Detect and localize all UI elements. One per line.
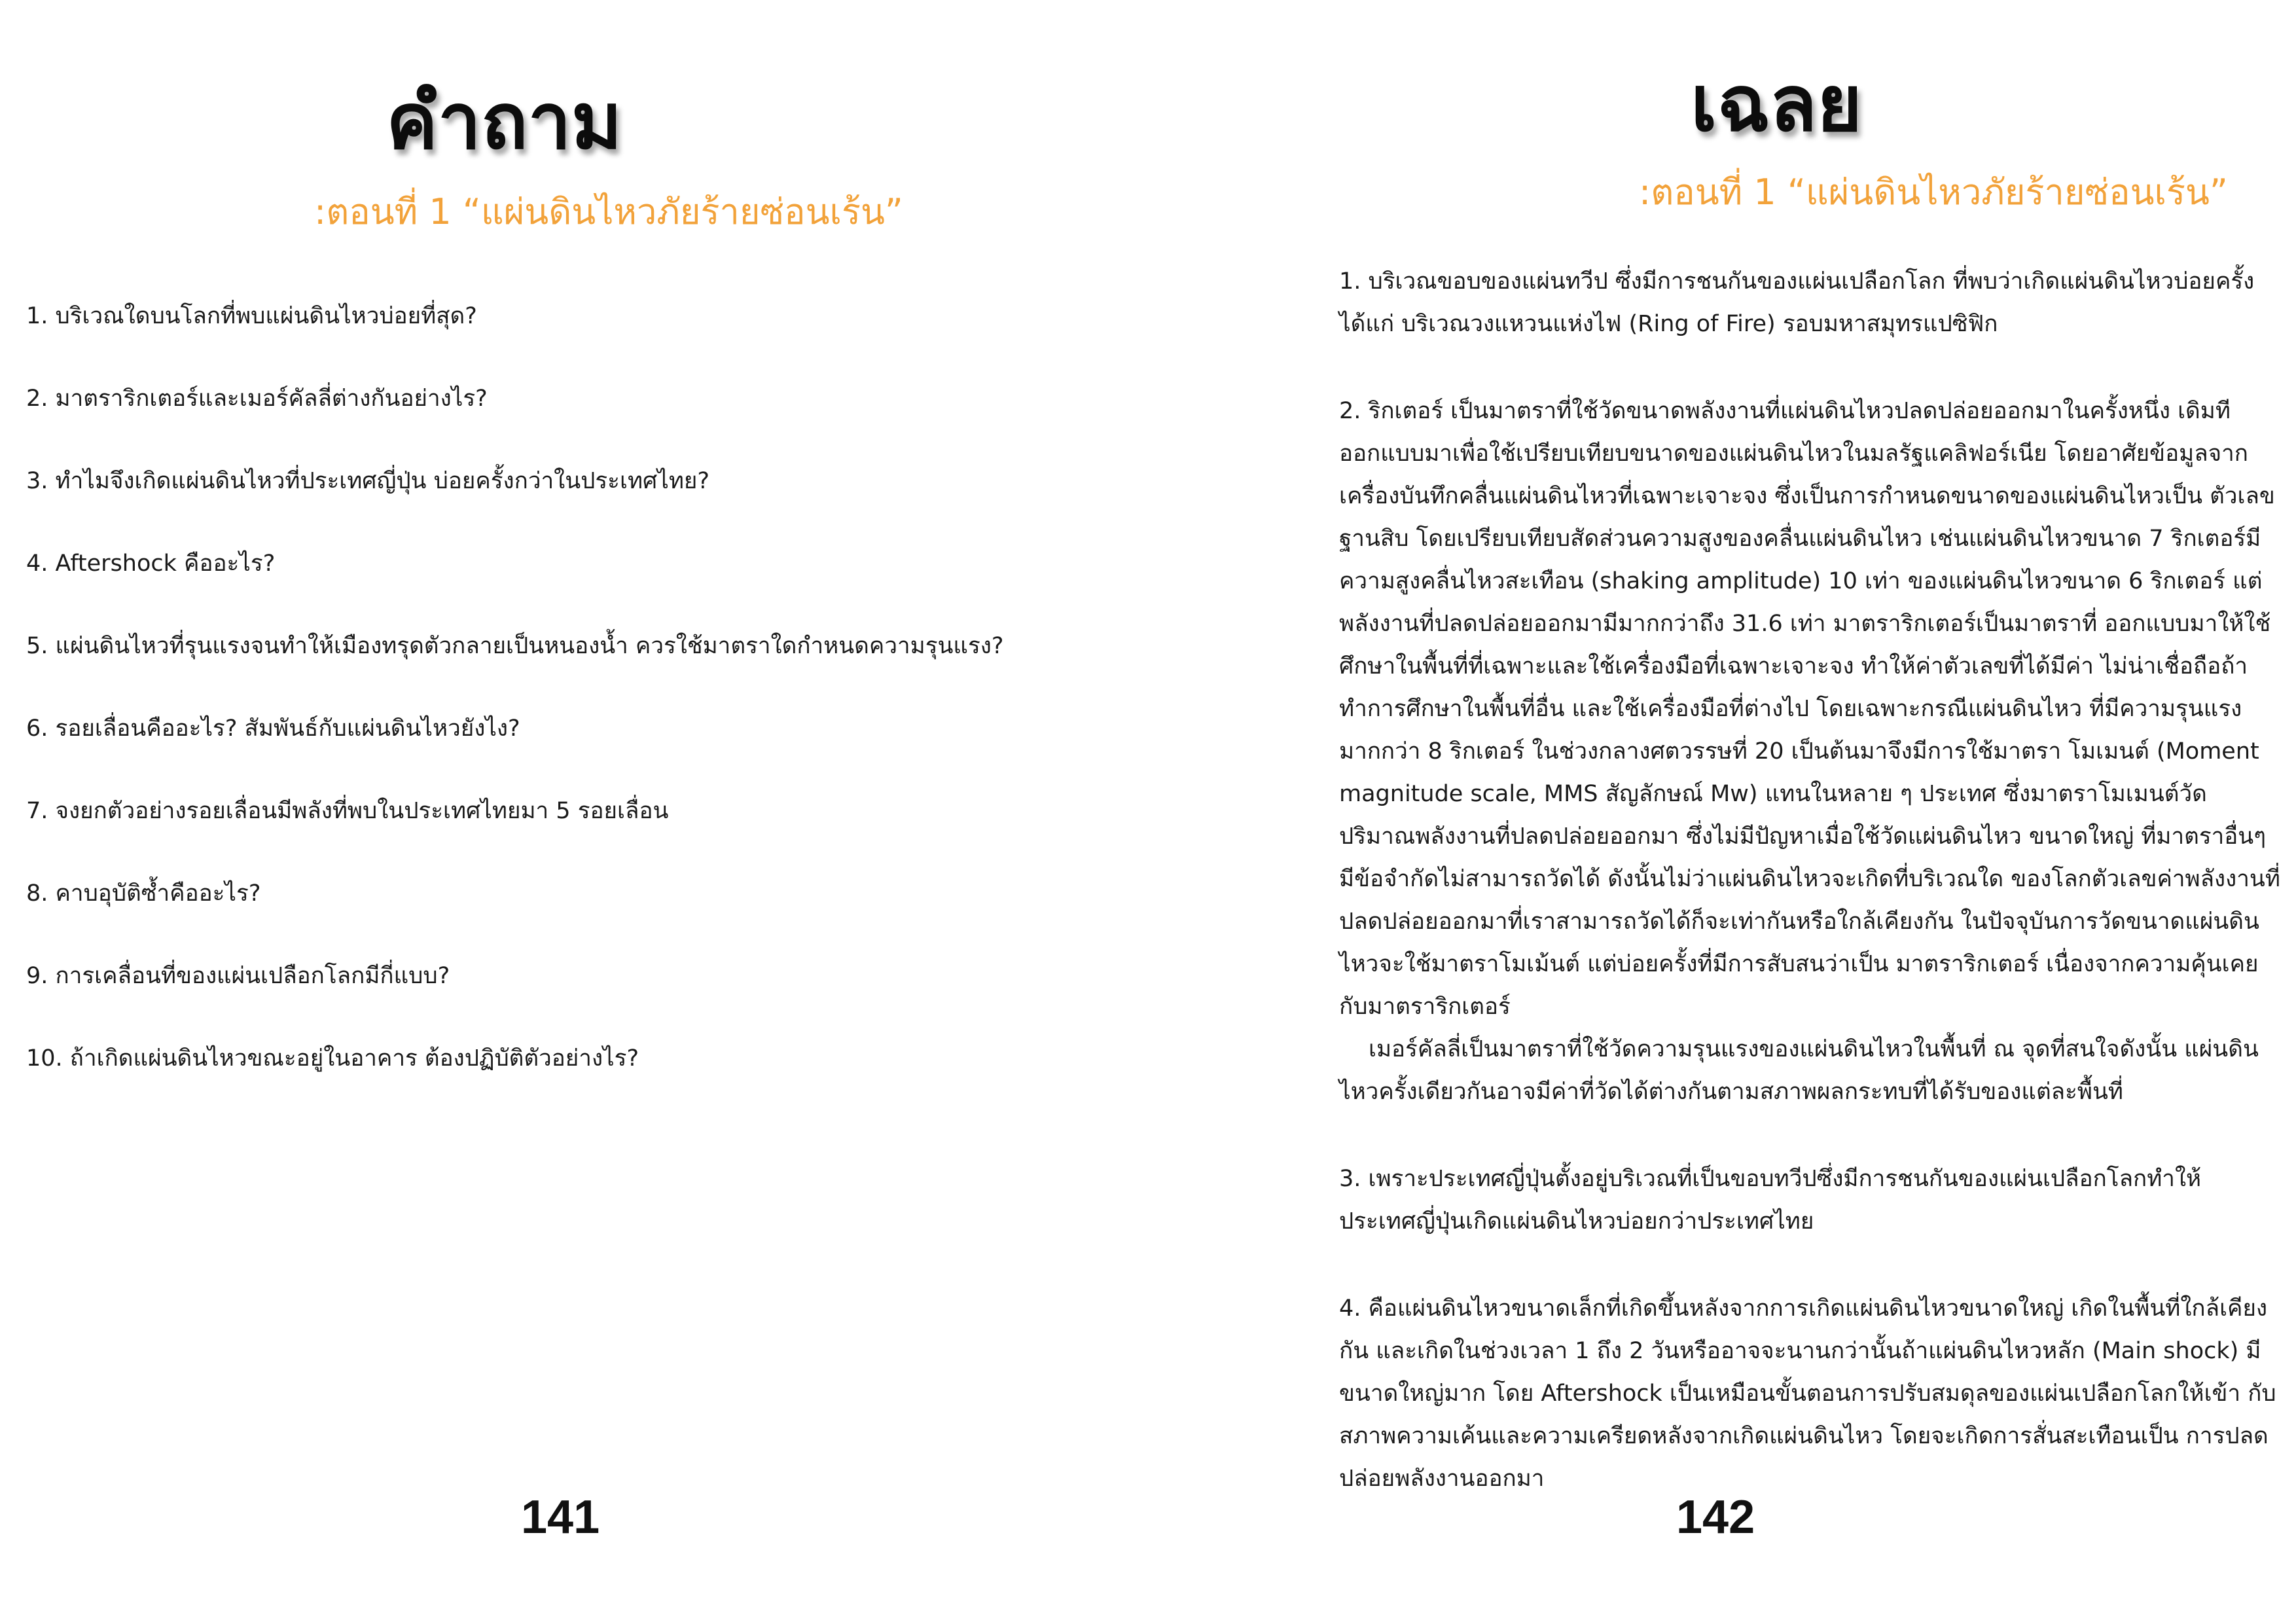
answer-extra-paragraph: เมอร์คัลลี่เป็นมาตราที่ใช้วัดความรุนแรงของแผ่นดินไหวในพื้นที่ ณ จุดที่สนใจดังนั้น แผ่นดินไหวครั้งเดียวกันอาจมีค่าที่วัดได้ต่างกันตามสภาพผลกระทบที่ได้รับของแต่ละพื้นที่ bbox=[1339, 1036, 2259, 1105]
question-item: 8. คาบอุบัติซ้ำคืออะไร? bbox=[26, 880, 261, 907]
answer-text: 4. คือแผ่นดินไหวขนาดเล็กที่เกิดขึ้นหลังจากการเกิดแผ่นดินไหวขนาดใหญ่ เกิดในพื้นที่ใกล้เคียง กัน และเกิดในช่วงเวลา 1 ถึง 2 วันหรืออาจจะนานกว่านั้นถ้าแผ่นดินไหวหลัก (Main shock) มีขนาดใหญ่มาก โดย Aftershock เป็นเหมือนขั้นตอนการปรับสมดุลของแผ่นเปลือกโลกให้เข้า กับสภาพความเค้นและความเครียดหลังจากเกิดแผ่นดินไหว โดยจะเกิดการสั่นสะเทือนเป็น การปลดปล่อยพลังงานออกมา bbox=[1339, 1295, 2276, 1492]
question-item: 6. รอยเลื่อนคืออะไร? สัมพันธ์กับแผ่นดินไหวยังไง? bbox=[26, 715, 520, 742]
question-item: 5. แผ่นดินไหวที่รุนแรงจนทำให้เมืองทรุดตัวกลายเป็นหนองน้ำ ควรใช้มาตราใดกำหนดความรุนแรง? bbox=[26, 633, 1004, 659]
page-number: 142 bbox=[1676, 1491, 1755, 1543]
answers-title: เฉลย bbox=[1691, 58, 1863, 149]
question-item: 1. บริเวณใดบนโลกที่พบแผ่นดินไหวบ่อยที่สุด? bbox=[26, 303, 477, 329]
answer-text: 3. เพราะประเทศญี่ปุ่นตั้งอยู่บริเวณที่เป็นขอบทวีปซึ่งมีการชนกันของแผ่นเปลือกโลกทำให้ ประเทศญี่ปุ่นเกิดแผ่นดินไหวบ่อยกว่าประเทศไทย bbox=[1339, 1166, 2202, 1235]
question-item: 7. จงยกตัวอย่างรอยเลื่อนมีพลังที่พบในประเทศไทยมา 5 รอยเลื่อน bbox=[26, 798, 669, 824]
question-item: 4. Aftershock คืออะไร? bbox=[26, 550, 276, 577]
question-item: 10. ถ้าเกิดแผ่นดินไหวขณะอยู่ในอาคาร ต้องปฏิบัติตัวอย่างไร? bbox=[26, 1045, 639, 1072]
answer-list bbox=[1339, 261, 2282, 1545]
page-number: 141 bbox=[521, 1491, 600, 1543]
answer-item bbox=[1339, 1158, 2282, 1243]
question-item: 3. ทำไมจึงเกิดแผ่นดินไหวที่ประเทศญี่ปุ่น บ่อยครั้งกว่าในประเทศไทย? bbox=[26, 468, 709, 494]
question-item: 2. มาตราริกเตอร์และเมอร์คัลลี่ต่างกันอย่างไร? bbox=[26, 386, 488, 412]
questions-subtitle: :ตอนที่ 1 “แผ่นดินไหวภัยร้ายซ่อนเร้น” bbox=[314, 191, 903, 232]
answers-subtitle: :ตอนที่ 1 “แผ่นดินไหวภัยร้ายซ่อนเร้น” bbox=[1639, 171, 2228, 213]
question-list bbox=[26, 301, 1073, 1126]
answer-text: 2. ริกเตอร์ เป็นมาตราที่ใช้วัดขนาดพลังงานที่แผ่นดินไหวปลดปล่อยออกมาในครั้งหนึ่ง เดิมที ออกแบบมาเพื่อใช้เปรียบเทียบขนาดของแผ่นดินไหวในมลรัฐแคลิฟอร์เนีย โดยอาศัยข้อมูลจาก เครื่องบันทึกคลื่นแผ่นดินไหวที่เฉพาะเจาะจง ซึ่งเป็นการกำหนดขนาดของแผ่นดินไหวเป็น ตัวเลขฐานสิบ โดยเปรียบเทียบสัดส่วนความสูงของคลื่นแผ่นดินไหว เช่นแผ่นดินไหวขนาด 7 ริกเตอร์มีความสูงคลื่นไหวสะเทือน (shaking amplitude) 10 เท่า ของแผ่นดินไหวขนาด 6 ริกเตอร์ แต่พลังงานที่ปลดปล่อยออกมามีมากกว่าถึง 31.6 เท่า มาตราริกเตอร์เป็นมาตราที่ ออกแบบมาให้ใช้ศึกษาในพื้นที่ที่เฉพาะและใช้เครื่องมือที่เฉพาะเจาะจง ทำให้ค่าตัวเลขที่ได้มีค่า ไม่น่าเชื่อถือถ้าทำการศึกษาในพื้นที่อื่น และใช้เครื่องมือที่ต่างไป โดยเฉพาะกรณีแผ่นดินไหว ที่มีความรุนแรงมากกว่า 8 ริกเตอร์ ในช่วงกลางศตวรรษที่ 20 เป็นต้นมาจึงมีการใช้มาตรา โมเมนต์ (Moment magnitude scale, MMS สัญลักษณ์ Mw) แทนในหลาย ๆ ประเทศ ซึ่งมาตราโมเมนต์วัดปริมาณพลังงานที่ปลดปล่อยออกมา ซึ่งไม่มีปัญหาเมื่อใช้วัดแผ่นดินไหว ขนาดใหญ่ ที่มาตราอื่นๆ มีข้อจำกัดไม่สามารถวัดได้ ดังนั้นไม่ว่าแผ่นดินไหวจะเกิดที่บริเวณใด ของโลกตัวเลขค่าพลังงานที่ปลดปล่อยออกมาที่เราสามารถวัดได้ก็จะเท่ากันหรือใกล้เคียงกัน ในปัจจุบันการวัดขนาดแผ่นดินไหวจะใช้มาตราโมเม้นต์ แต่บ่อยครั้งที่มีการสับสนว่าเป็น มาตราริกเตอร์ เนื่องจากความคุ้นเคยกับมาตราริกเตอร์ bbox=[1339, 398, 2280, 1020]
right-page bbox=[1148, 0, 2296, 1624]
answer-item bbox=[1339, 1288, 2282, 1500]
answer-item bbox=[1339, 261, 2282, 346]
answer-item bbox=[1339, 390, 2282, 1113]
answer-text: 1. บริเวณขอบของแผ่นทวีป ซึ่งมีการชนกันของแผ่นเปลือกโลก ที่พบว่าเกิดแผ่นดินไหวบ่อยครั้ง ได้แก่ บริเวณวงแหวนแห่งไฟ (Ring of Fire) รอบมหาสมุทรแปซิฟิก bbox=[1339, 268, 2255, 337]
question-item: 9. การเคลื่อนที่ของแผ่นเปลือกโลกมีกี่แบบ? bbox=[26, 963, 450, 989]
questions-title: คำถาม bbox=[386, 76, 622, 166]
